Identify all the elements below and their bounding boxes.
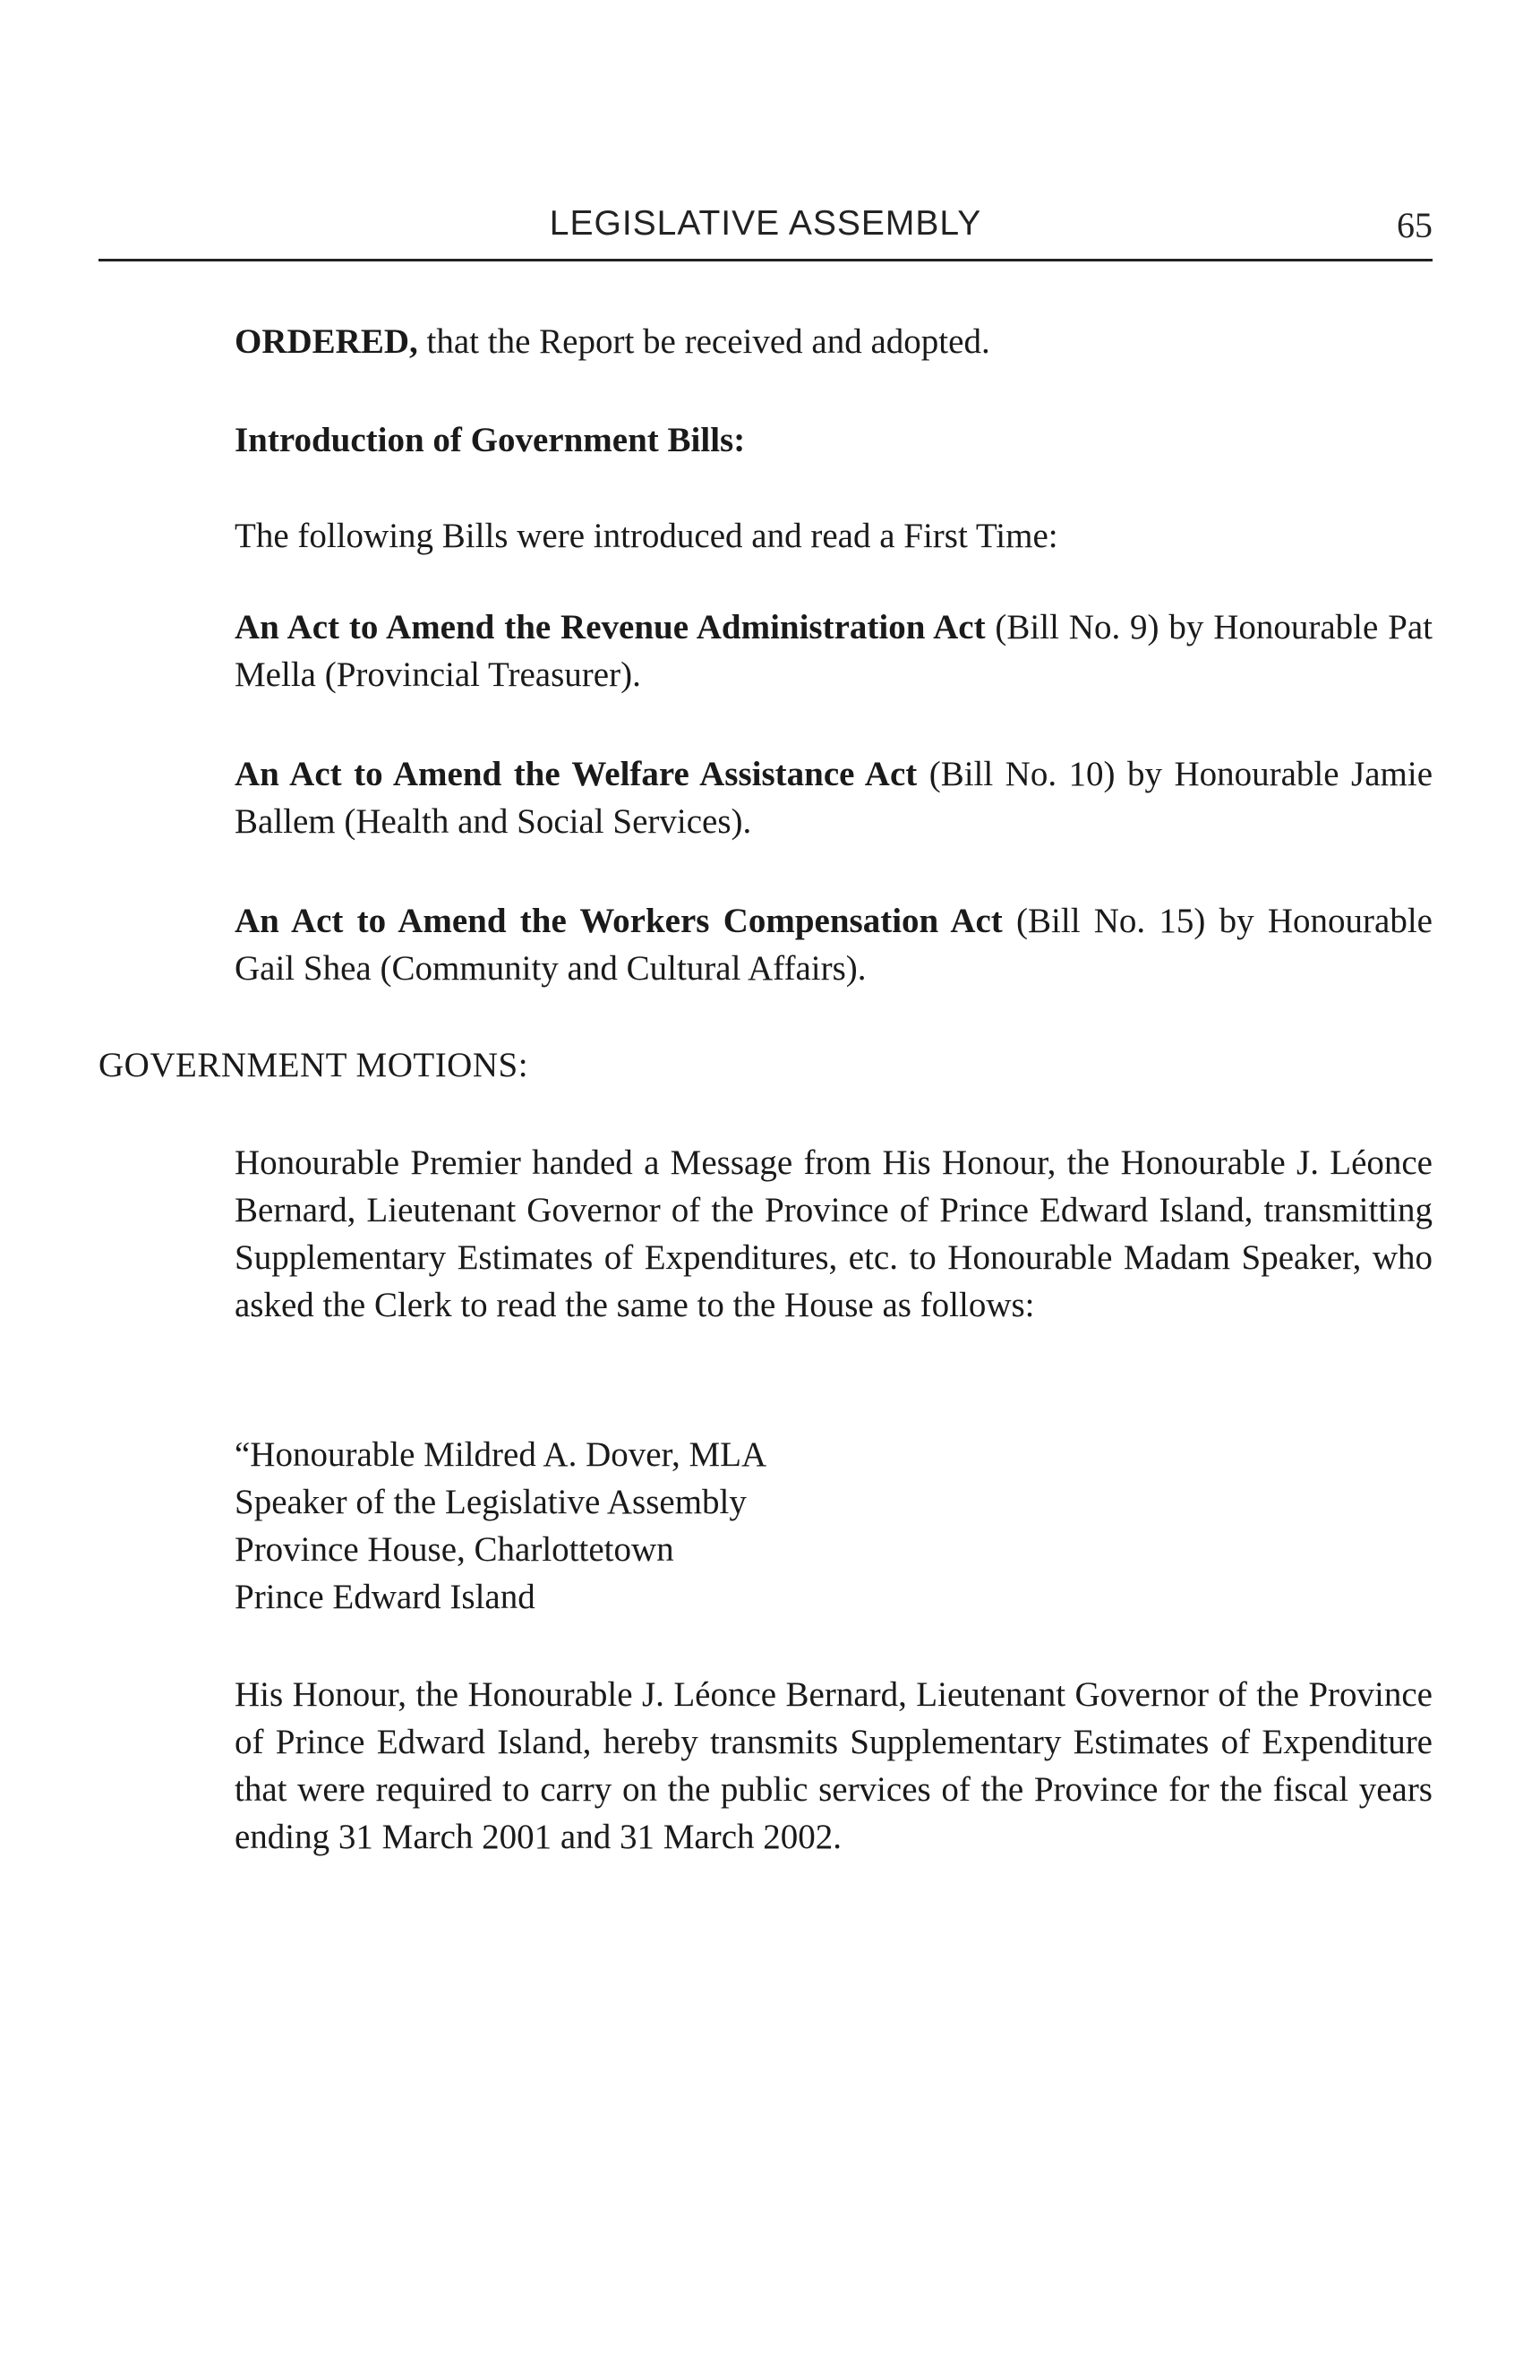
running-head: LEGISLATIVE ASSEMBLY	[549, 204, 982, 243]
bill-title: An Act to Amend the Welfare Assistance Act	[235, 755, 918, 793]
address-line: Prince Edward Island	[235, 1578, 535, 1616]
page-header	[98, 204, 1433, 258]
address-line: Province House, Charlottetown	[235, 1530, 674, 1569]
intro-text: The following Bills were introduced and read a First Time:	[235, 517, 1058, 555]
header-rule	[98, 259, 1433, 261]
bill-entry	[235, 750, 1433, 845]
address-line: Speaker of the Legislative Assembly	[235, 1483, 747, 1521]
letter-body: His Honour, the Honourable J. Léonce Bernard, Lieutenant Governor of the Province of Prince Edward Island, hereby transmits Supplementary Estimates of Expenditure that were required to carry on the public services of the Province for the fiscal years ending 31 March 2001 and 31 March 2002.	[235, 1675, 1433, 1856]
ordered-paragraph	[235, 318, 1433, 365]
ordered-text: that the Report be received and adopted.	[417, 322, 990, 361]
bill-entry	[235, 897, 1433, 992]
bill-title: An Act to Amend the Workers Compensation Act	[235, 902, 1003, 940]
ordered-lead: ORDERED,	[235, 322, 418, 361]
intro-heading: Introduction of Government Bills:	[235, 421, 746, 459]
motions-heading: GOVERNMENT MOTIONS:	[98, 1046, 529, 1084]
bill-details: (Bill No. 9) by Honourable Pat Mella (Provincial Treasurer).	[235, 608, 1433, 694]
bill-entry	[235, 604, 1433, 698]
motions-paragraph: Honourable Premier handed a Message from His Honour, the Honourable J. Léonce Bernard, Lieutenant Governor of the Province of Prince Edward Island, transmitting Supplementary Estimates of Expenditures, etc. to Honourable Madam Speaker, who asked the Clerk to read the same to the House as follows:	[235, 1143, 1433, 1324]
bill-details: (Bill No. 15) by Honourable Gail Shea (Community and Cultural Affairs).	[235, 902, 1433, 988]
bill-title: An Act to Amend the Revenue Administration Act	[235, 608, 986, 646]
bill-details: (Bill No. 10) by Honourable Jamie Ballem (Health and Social Services).	[235, 755, 1433, 841]
page-number: 65	[1397, 205, 1433, 245]
letter-address	[235, 1431, 1433, 1621]
address-line: “Honourable Mildred A. Dover, MLA	[235, 1435, 767, 1474]
